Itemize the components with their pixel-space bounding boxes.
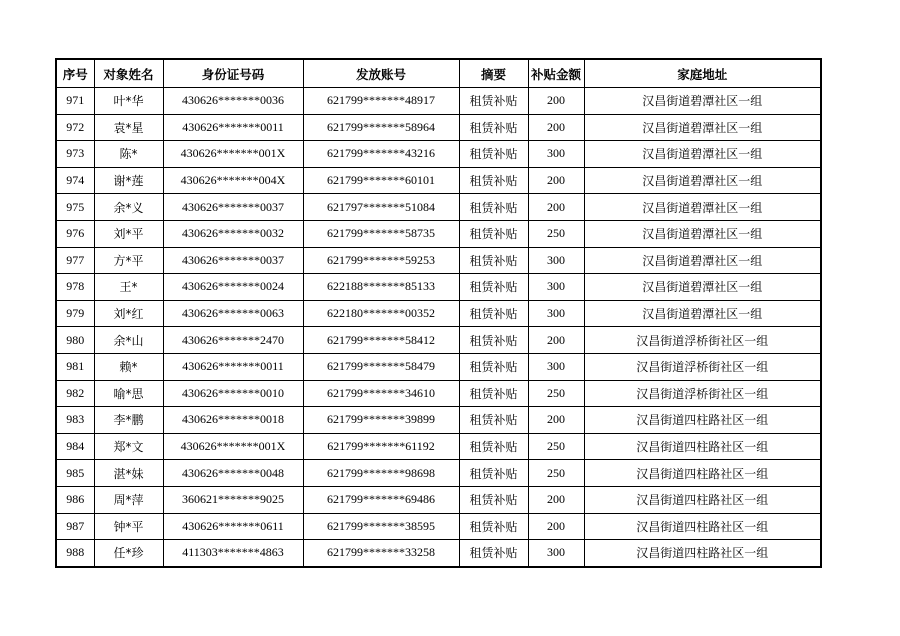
header-id-number: 身份证号码 (163, 59, 303, 88)
cell-amount: 250 (528, 460, 584, 487)
cell-name: 郑*文 (94, 433, 163, 460)
cell-address: 汉昌街道四柱路社区一组 (584, 460, 821, 487)
cell-summary: 租赁补贴 (459, 513, 528, 540)
cell-address: 汉昌街道碧潭社区一组 (584, 114, 821, 141)
cell-serial: 987 (56, 513, 94, 540)
cell-address: 汉昌街道浮桥街社区一组 (584, 380, 821, 407)
cell-name: 湛*妹 (94, 460, 163, 487)
cell-account: 621799*******39899 (303, 407, 459, 434)
cell-summary: 租赁补贴 (459, 540, 528, 567)
cell-account: 621799*******69486 (303, 486, 459, 513)
table-row (56, 114, 821, 141)
cell-summary: 租赁补贴 (459, 220, 528, 247)
subsidy-table-sheet (55, 58, 822, 568)
cell-name: 王* (94, 274, 163, 301)
cell-name: 余*山 (94, 327, 163, 354)
cell-account: 621799*******38595 (303, 513, 459, 540)
cell-serial: 988 (56, 540, 94, 567)
header-summary: 摘要 (459, 59, 528, 88)
subsidy-table (55, 58, 822, 568)
cell-id-number: 430626*******0024 (163, 274, 303, 301)
cell-serial: 977 (56, 247, 94, 274)
table-row (56, 513, 821, 540)
cell-address: 汉昌街道四柱路社区一组 (584, 486, 821, 513)
cell-address: 汉昌街道浮桥街社区一组 (584, 353, 821, 380)
cell-serial: 975 (56, 194, 94, 221)
cell-address: 汉昌街道四柱路社区一组 (584, 513, 821, 540)
cell-serial: 986 (56, 486, 94, 513)
cell-serial: 972 (56, 114, 94, 141)
cell-address: 汉昌街道碧潭社区一组 (584, 194, 821, 221)
cell-id-number: 430626*******0011 (163, 353, 303, 380)
cell-id-number: 430626*******004X (163, 167, 303, 194)
table-row (56, 460, 821, 487)
cell-serial: 974 (56, 167, 94, 194)
table-row (56, 433, 821, 460)
cell-serial: 981 (56, 353, 94, 380)
cell-account: 622180*******00352 (303, 300, 459, 327)
cell-id-number: 430626*******0063 (163, 300, 303, 327)
cell-summary: 租赁补贴 (459, 88, 528, 115)
cell-address: 汉昌街道四柱路社区一组 (584, 433, 821, 460)
table-row (56, 88, 821, 115)
cell-amount: 200 (528, 194, 584, 221)
header-amount: 补贴金额 (528, 59, 584, 88)
cell-address: 汉昌街道碧潭社区一组 (584, 300, 821, 327)
cell-account: 621799*******98698 (303, 460, 459, 487)
cell-serial: 978 (56, 274, 94, 301)
table-row (56, 141, 821, 168)
cell-address: 汉昌街道四柱路社区一组 (584, 540, 821, 567)
cell-name: 余*义 (94, 194, 163, 221)
cell-summary: 租赁补贴 (459, 167, 528, 194)
cell-account: 621799*******48917 (303, 88, 459, 115)
cell-id-number: 430626*******2470 (163, 327, 303, 354)
cell-summary: 租赁补贴 (459, 460, 528, 487)
cell-account: 621799*******34610 (303, 380, 459, 407)
cell-account: 621799*******59253 (303, 247, 459, 274)
cell-summary: 租赁补贴 (459, 327, 528, 354)
cell-amount: 200 (528, 88, 584, 115)
cell-address: 汉昌街道碧潭社区一组 (584, 88, 821, 115)
cell-id-number: 430626*******0048 (163, 460, 303, 487)
cell-account: 621799*******60101 (303, 167, 459, 194)
cell-name: 刘*红 (94, 300, 163, 327)
table-row (56, 194, 821, 221)
cell-summary: 租赁补贴 (459, 300, 528, 327)
cell-account: 621797*******51084 (303, 194, 459, 221)
cell-address: 汉昌街道碧潭社区一组 (584, 247, 821, 274)
cell-summary: 租赁补贴 (459, 114, 528, 141)
cell-account: 621799*******58735 (303, 220, 459, 247)
table-row (56, 247, 821, 274)
table-row (56, 540, 821, 567)
cell-name: 钟*平 (94, 513, 163, 540)
cell-name: 李*鹏 (94, 407, 163, 434)
cell-amount: 300 (528, 300, 584, 327)
header-name: 对象姓名 (94, 59, 163, 88)
cell-amount: 250 (528, 433, 584, 460)
table-row (56, 380, 821, 407)
cell-summary: 租赁补贴 (459, 486, 528, 513)
cell-serial: 982 (56, 380, 94, 407)
cell-account: 621799*******58479 (303, 353, 459, 380)
cell-serial: 976 (56, 220, 94, 247)
cell-summary: 租赁补贴 (459, 433, 528, 460)
cell-address: 汉昌街道碧潭社区一组 (584, 274, 821, 301)
cell-amount: 200 (528, 513, 584, 540)
header-account: 发放账号 (303, 59, 459, 88)
cell-name: 谢*莲 (94, 167, 163, 194)
cell-name: 袁*星 (94, 114, 163, 141)
cell-account: 621799*******61192 (303, 433, 459, 460)
cell-summary: 租赁补贴 (459, 407, 528, 434)
cell-serial: 984 (56, 433, 94, 460)
cell-name: 周*萍 (94, 486, 163, 513)
cell-amount: 200 (528, 114, 584, 141)
cell-amount: 200 (528, 486, 584, 513)
cell-amount: 200 (528, 407, 584, 434)
cell-serial: 973 (56, 141, 94, 168)
header-address: 家庭地址 (584, 59, 821, 88)
cell-amount: 300 (528, 274, 584, 301)
cell-id-number: 430626*******0032 (163, 220, 303, 247)
cell-account: 621799*******58964 (303, 114, 459, 141)
table-row (56, 327, 821, 354)
cell-name: 赖* (94, 353, 163, 380)
cell-id-number: 430626*******0011 (163, 114, 303, 141)
cell-id-number: 411303*******4863 (163, 540, 303, 567)
cell-summary: 租赁补贴 (459, 353, 528, 380)
cell-summary: 租赁补贴 (459, 274, 528, 301)
cell-id-number: 430626*******0037 (163, 247, 303, 274)
cell-account: 621799*******43216 (303, 141, 459, 168)
header-serial: 序号 (56, 59, 94, 88)
cell-amount: 300 (528, 353, 584, 380)
table-row (56, 353, 821, 380)
cell-serial: 985 (56, 460, 94, 487)
cell-amount: 200 (528, 167, 584, 194)
cell-serial: 971 (56, 88, 94, 115)
cell-name: 喻*思 (94, 380, 163, 407)
cell-amount: 250 (528, 220, 584, 247)
cell-id-number: 430626*******0018 (163, 407, 303, 434)
cell-serial: 979 (56, 300, 94, 327)
cell-account: 621799*******33258 (303, 540, 459, 567)
cell-id-number: 360621*******9025 (163, 486, 303, 513)
table-body (56, 88, 821, 567)
table-row (56, 300, 821, 327)
cell-id-number: 430626*******001X (163, 433, 303, 460)
cell-address: 汉昌街道碧潭社区一组 (584, 220, 821, 247)
cell-serial: 980 (56, 327, 94, 354)
cell-address: 汉昌街道四柱路社区一组 (584, 407, 821, 434)
cell-name: 陈* (94, 141, 163, 168)
cell-address: 汉昌街道碧潭社区一组 (584, 167, 821, 194)
table-row (56, 486, 821, 513)
cell-amount: 300 (528, 247, 584, 274)
cell-id-number: 430626*******001X (163, 141, 303, 168)
cell-name: 刘*平 (94, 220, 163, 247)
cell-summary: 租赁补贴 (459, 247, 528, 274)
cell-serial: 983 (56, 407, 94, 434)
table-row (56, 274, 821, 301)
cell-account: 621799*******58412 (303, 327, 459, 354)
cell-account: 622188*******85133 (303, 274, 459, 301)
cell-summary: 租赁补贴 (459, 141, 528, 168)
table-row (56, 407, 821, 434)
cell-id-number: 430626*******0611 (163, 513, 303, 540)
cell-amount: 300 (528, 540, 584, 567)
cell-amount: 300 (528, 141, 584, 168)
cell-id-number: 430626*******0037 (163, 194, 303, 221)
cell-id-number: 430626*******0010 (163, 380, 303, 407)
cell-name: 方*平 (94, 247, 163, 274)
cell-summary: 租赁补贴 (459, 380, 528, 407)
cell-summary: 租赁补贴 (459, 194, 528, 221)
table-row (56, 167, 821, 194)
cell-address: 汉昌街道碧潭社区一组 (584, 141, 821, 168)
table-row (56, 220, 821, 247)
cell-name: 叶*华 (94, 88, 163, 115)
cell-id-number: 430626*******0036 (163, 88, 303, 115)
cell-amount: 250 (528, 380, 584, 407)
table-header-row (56, 59, 821, 88)
cell-address: 汉昌街道浮桥街社区一组 (584, 327, 821, 354)
cell-amount: 200 (528, 327, 584, 354)
cell-name: 任*珍 (94, 540, 163, 567)
